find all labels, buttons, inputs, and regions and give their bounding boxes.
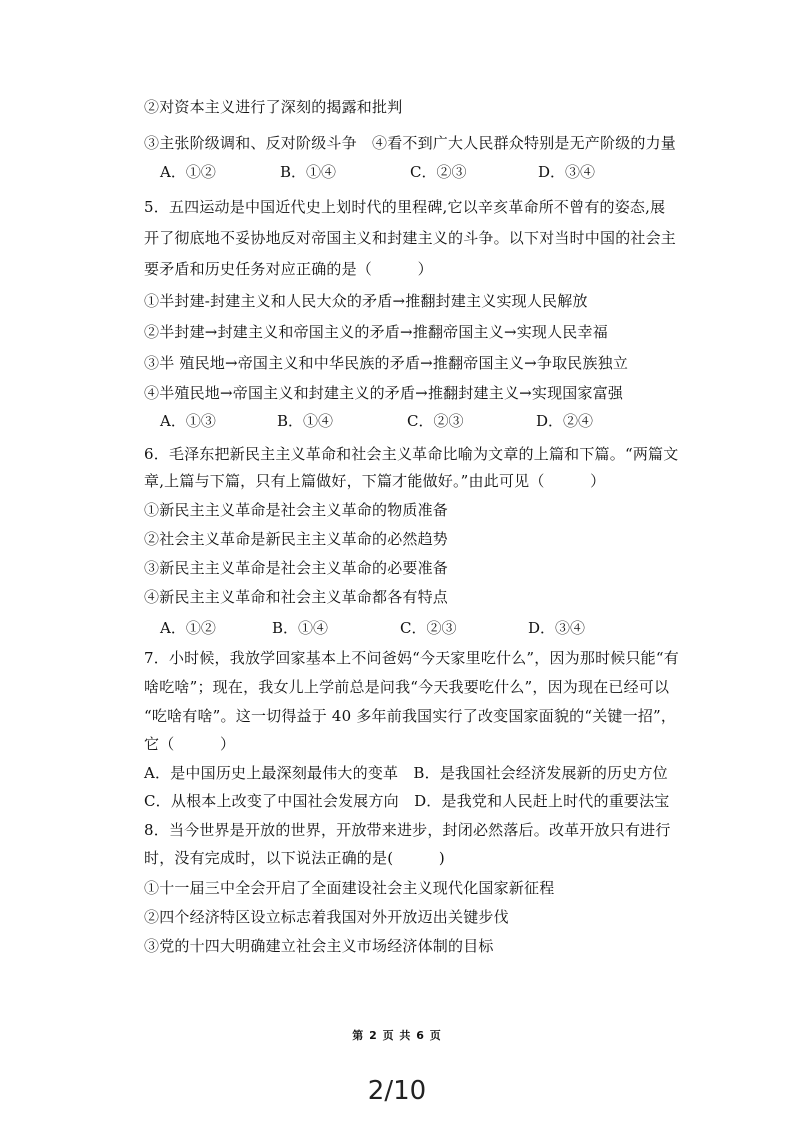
text-line: A．是中国历史上最深刻最伟大的变革 B．是我国社会经济发展新的历史方位 [144, 764, 668, 782]
page-footer: 第 2 页 共 6 页 [352, 1029, 442, 1042]
text-line: ①十一届三中全会开启了全面建设社会主义现代化国家新征程 [144, 879, 555, 897]
text-line: 它（ ） [144, 735, 236, 753]
question-6-line: 6．毛泽东把新民主主义革命和社会主义革命比喻为文章的上篇和下篇。“两篇文 [144, 445, 679, 463]
option-b: B．①④ [277, 412, 334, 430]
text-line: 时，没有完成时，以下说法正确的是( ) [144, 849, 445, 867]
option-c: C．②③ [400, 619, 457, 637]
option-c: C．②③ [410, 163, 467, 181]
text-line: 开了彻底地不妥协地反对帝国主义和封建主义的斗争。以下对当时中国的社会主 [144, 229, 677, 247]
option-d: D．②④ [536, 412, 594, 430]
question-7-line: 7．小时候，我放学回家基本上不问爸妈“今天家里吃什么”，因为那时候只能“有 [144, 649, 679, 667]
text-line: ④新民主主义革命和社会主义革命都各有特点 [144, 588, 449, 606]
text-line: ④半殖民地→帝国主义和封建主义的矛盾→推翻封建主义→实现国家富强 [144, 384, 624, 402]
question-8-line: 8．当今世界是开放的世界，开放带来进步，封闭必然落后。改革开放只有进行 [144, 821, 671, 839]
option-a: A．①③ [160, 412, 216, 430]
option-a: A．①② [160, 163, 216, 181]
text-line: ②四个经济特区设立标志着我国对外开放迈出关键步伐 [144, 908, 509, 926]
option-b: B．①④ [272, 619, 329, 637]
text-line: ③主张阶级调和、反对阶级斗争 ④看不到广大人民群众特别是无产阶级的力量 [144, 134, 677, 152]
text-line: ②社会主义革命是新民主主义革命的必然趋势 [144, 530, 449, 548]
text-line: ①半封建-封建主义和人民大众的矛盾→推翻封建主义实现人民解放 [144, 292, 588, 310]
option-b: B．①④ [280, 163, 337, 181]
text-line: 啥吃啥”；现在，我女儿上学前总是问我“今天我要吃什么”，因为现在已经可以 [144, 678, 670, 696]
option-c: C．②③ [407, 412, 464, 430]
text-line: ③党的十四大明确建立社会主义市场经济体制的目标 [144, 937, 494, 955]
text-line: C．从根本上改变了中国社会发展方向 D．是我党和人民赶上时代的重要法宝 [144, 792, 670, 810]
text-line: 章,上篇与下篇，只有上篇做好，下篇才能做好。”由此可见（ ） [144, 472, 606, 490]
option-d: D．③④ [538, 163, 596, 181]
text-line: “吃啥有啥”。这一切得益于 40 多年前我国实行了改变国家面貌的“关键一招”， [144, 707, 677, 725]
text-line: ①新民主主义革命是社会主义革命的物质准备 [144, 501, 449, 519]
text-line: ②半封建→封建主义和帝国主义的矛盾→推翻帝国主义→实现人民幸福 [144, 323, 608, 341]
text-line: ③新民主主义革命是社会主义革命的必要准备 [144, 559, 449, 577]
text-line: ②对资本主义进行了深刻的揭露和批判 [144, 98, 403, 116]
text-line: 要矛盾和历史任务对应正确的是（ ） [144, 260, 433, 278]
option-a: A．①② [160, 619, 216, 637]
option-d: D．③④ [528, 619, 586, 637]
page-indicator: 2/10 [367, 1076, 427, 1106]
question-5-line: 5．五四运动是中国近代史上划时代的里程碑,它以辛亥革命所不曾有的姿态,展 [144, 198, 666, 216]
text-line: ③半 殖民地→帝国主义和中华民族的矛盾→推翻帝国主义→争取民族独立 [144, 354, 629, 372]
